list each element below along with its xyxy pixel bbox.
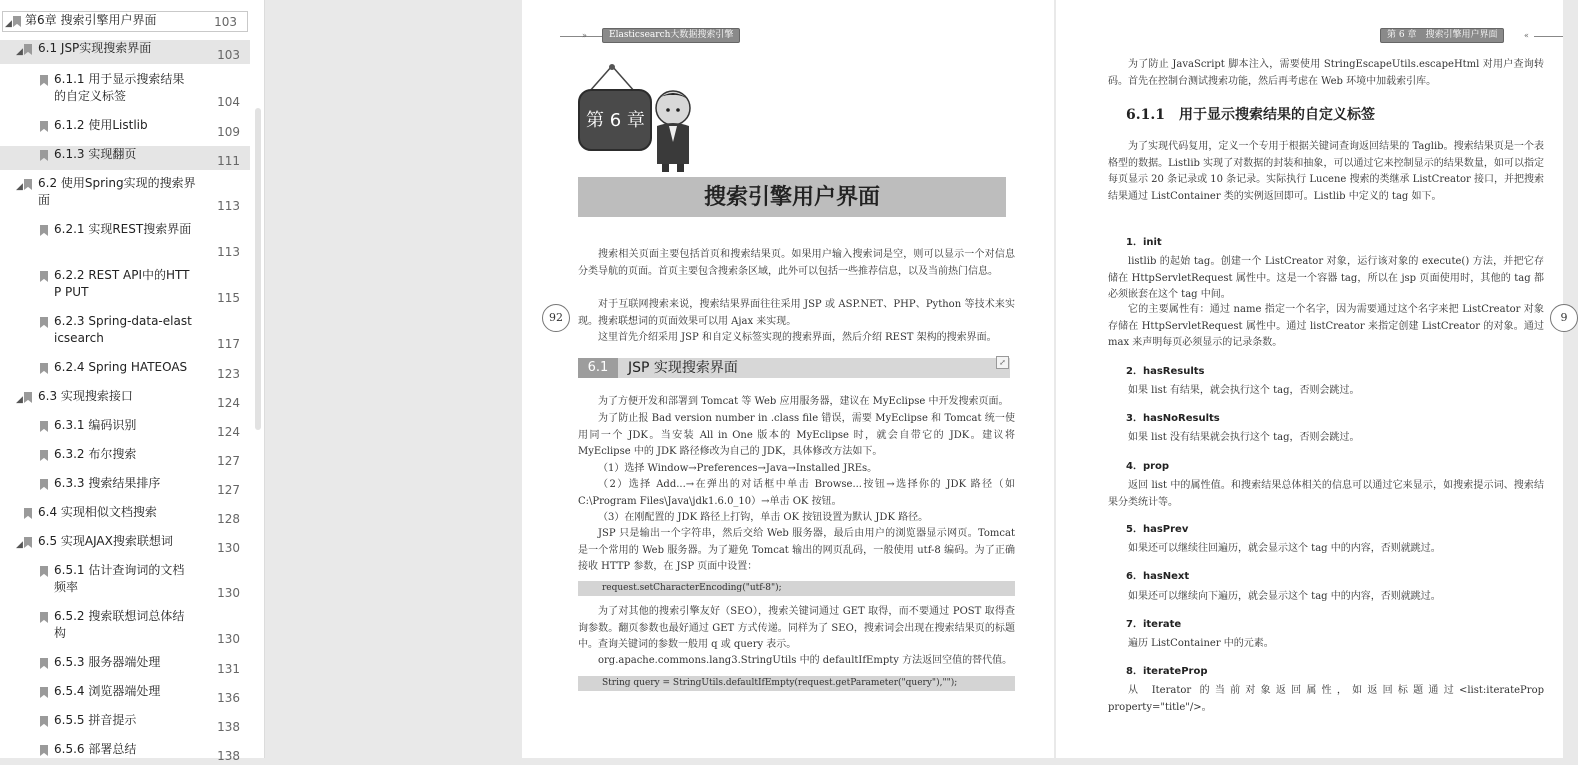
outline-item[interactable] xyxy=(0,71,250,111)
header-book-title: Elasticsearch大数据搜索引擎 xyxy=(602,28,740,43)
body-paragraph-5: （3）在刚配置的 JDK 路径上打钩，单击 OK 按钮设置为默认 JDK 路径。 xyxy=(598,512,929,523)
document-viewer xyxy=(265,0,1568,758)
tag-heading: 1．init xyxy=(1126,237,1162,248)
bookmark-icon xyxy=(40,745,48,756)
chapter-title: 搜索引擎用户界面 xyxy=(703,184,880,210)
outline-item[interactable] xyxy=(0,562,250,602)
bookmark-icon xyxy=(40,363,48,374)
outline-item-page: 138 xyxy=(217,749,240,763)
outline-item[interactable] xyxy=(0,608,250,648)
outline-sidebar xyxy=(0,0,265,763)
tag-heading: 7．iterate xyxy=(1126,619,1182,630)
outline-item[interactable] xyxy=(0,683,250,707)
header-rule xyxy=(1534,36,1563,37)
bookmark-icon xyxy=(40,687,48,698)
outline-item[interactable] xyxy=(0,654,250,678)
outline-item-page: 130 xyxy=(217,586,240,600)
outline-item[interactable] xyxy=(0,388,250,412)
outline-item-page: 115 xyxy=(217,291,240,305)
subsection-paragraph: 为了实现代码复用，定义一个专用于根据关键词查询返回结果的 Taglib。搜索结果页是一个表格型的数据。Listlib 实现了对数据的封装和抽象，可以通过它来控制显示的结果数量，如可以指定每页显示 20 条记录或 10 条记录。实际执行 Lucene 搜索的类继承 ListCreator 接口，并把搜索结果通过 ListContainer 类的实例返回即可。Listlib 中定义的 tag 如下。 xyxy=(1108,141,1544,202)
outline-item-label: 6.5 实现AJAX搜索联想词 xyxy=(38,534,173,548)
code-block-2: String query = StringUtils.defaultIfEmpty(request.getParameter("query"),""); xyxy=(578,676,1015,691)
outline-item[interactable] xyxy=(2,11,248,32)
bookmark-icon xyxy=(13,16,21,27)
bookmark-icon xyxy=(40,271,48,282)
tag-description: 它的主要属性有：通过 name 指定一个名字，因为需要通过这个名字来把 ListCreator 对象存储在 HttpServletRequest 属性中。通过 listCreator 来指定创建 ListCreator 的对象。通过 max 来声明每页必须显示的记录条数。 xyxy=(1108,304,1544,349)
outline-item-page: 113 xyxy=(217,245,240,259)
body-paragraph-1: 为了方便开发和部署到 Tomcat 等 Web 应用服务器，建议在 MyEclipse 中开发搜索页面。 xyxy=(598,396,1009,407)
outline-item-label: 6.5.4 浏览器端处理 xyxy=(54,684,161,698)
outline-item-page: 127 xyxy=(217,454,240,468)
header-arrow-icon: « xyxy=(1524,31,1529,40)
outline-item-page: 127 xyxy=(217,483,240,497)
chapter-label: 第 6 章 xyxy=(586,110,645,131)
tag-description: listlib 的起始 tag。创建一个 ListCreator 对象，运行该对象的 execute() 方法，并把它存储在 HttpServletRequest 属性中。这是一个容器 tag，所以在 jsp 页面使用时，其他的 tag 都必须嵌套在这个 tag 中间。 xyxy=(1108,256,1544,301)
tag-description: 如果还可以继续往回遍历，就会显示这个 tag 中的内容，否则就跳过。 xyxy=(1128,543,1441,554)
body-paragraph-4: （2）选择 Add...→在弹出的对话框中单击 Browse...按钮→选择你的 JDK 路径（如 C:\Program Files\Java\jdk1.6.0_10）→单击 OK 按钮。 xyxy=(578,479,1015,507)
outline-item-label: 6.1.3 实现翻页 xyxy=(54,147,137,161)
outline-item-label: 6.5.1 估计查询词的文档频率 xyxy=(54,563,185,594)
outline-item[interactable] xyxy=(0,313,250,353)
outline-item-label: 6.5.3 服务器端处理 xyxy=(54,655,161,669)
outline-item-label: 6.1.2 使用Listlib xyxy=(54,118,148,132)
tag-heading: 2．hasResults xyxy=(1126,366,1205,377)
bookmark-icon xyxy=(24,179,32,190)
bookmark-icon xyxy=(40,150,48,161)
intro-paragraph-3: 这里首先介绍采用 JSP 和自定义标签实现的搜索界面，然后介绍 REST 架构的搜索界面。 xyxy=(598,332,997,343)
outline-item-page: 124 xyxy=(217,425,240,439)
outline-item[interactable] xyxy=(0,533,250,557)
outline-item-page: 117 xyxy=(217,337,240,351)
outline-item-page: 109 xyxy=(217,125,240,139)
outline-item[interactable] xyxy=(0,267,250,307)
outline-item-page: 128 xyxy=(217,512,240,526)
outline-item-label: 6.5.5 拼音提示 xyxy=(54,713,137,727)
outline-item-page: 136 xyxy=(217,691,240,705)
outline-item-label: 6.1.1 用于显示搜索结果的自定义标签 xyxy=(54,72,185,103)
outline-item-page: 138 xyxy=(217,720,240,734)
tag-description: 遍历 ListContainer 中的元素。 xyxy=(1128,638,1274,649)
outline-item-page: 104 xyxy=(217,95,240,109)
sidebar-scrollbar[interactable] xyxy=(255,108,261,430)
outline-item-label: 6.3 实现搜索接口 xyxy=(38,389,133,403)
bookmark-icon xyxy=(40,317,48,328)
outline-item-page: 123 xyxy=(217,367,240,381)
outline-item[interactable] xyxy=(0,475,250,499)
page-number-badge: 9 xyxy=(1550,304,1578,332)
bookmark-icon xyxy=(40,121,48,132)
expand-triangle-icon[interactable]: ◢ xyxy=(16,540,23,550)
outline-item-page: 111 xyxy=(217,154,240,168)
intro-paragraph: 为了防止 JavaScript 脚本注入，需要使用 StringEscapeUtils.escapeHtml 对用户查询转码。首先在控制台测试搜索功能，然后再考虑在 Web 环境中加载索引库。 xyxy=(1108,59,1544,87)
bookmark-icon xyxy=(24,44,32,55)
outline-item-page: 130 xyxy=(217,632,240,646)
tag-description: 如果还可以继续向下遍历，就会显示这个 tag 中的内容，否则就跳过。 xyxy=(1128,591,1441,602)
outline-item-label: 6.2.4 Spring HATEOAS xyxy=(54,360,188,374)
body2-paragraph-1: 为了对其他的搜索引擎友好（SEO），搜索关键词通过 GET 取得，而不要通过 POST 取得查询参数。翻页参数也最好通过 GET 方式传递。同样为了 SEO，搜索词会出现在搜索结果页的标题中。查询关键词的参数一般用 q 或 query 表示。 xyxy=(578,606,1015,651)
bookmark-icon xyxy=(40,612,48,623)
page-93 xyxy=(1056,0,1568,758)
tag-heading: 8．iterateProp xyxy=(1126,666,1208,677)
outline-item-label: 6.2.3 Spring-data-elasticsearch xyxy=(54,314,192,345)
outline-item[interactable] xyxy=(0,221,250,261)
outline-item-page: 113 xyxy=(217,199,240,213)
header-arrow-icon: » xyxy=(582,31,587,40)
tag-heading: 3．hasNoResults xyxy=(1126,413,1220,424)
outline-item-label: 6.3.2 布尔搜索 xyxy=(54,447,137,461)
tag-description: 返回 list 中的属性值。和搜索结果总体相关的信息可以通过它来显示，如搜索提示词、搜索结果分类统计等。 xyxy=(1108,480,1544,508)
bookmark-icon xyxy=(40,75,48,86)
bookmark-icon xyxy=(24,537,32,548)
outline-item-label: 6.2.2 REST API中的HTTP PUT xyxy=(54,268,190,299)
bookmark-icon xyxy=(40,225,48,236)
outline-item[interactable] xyxy=(0,359,250,383)
outline-item-label: 6.3.1 编码识别 xyxy=(54,418,137,432)
outline-item-page: 131 xyxy=(217,662,240,676)
header-chapter-tag: 第 6 章 搜索引擎用户界面 xyxy=(1380,28,1504,43)
section-title: JSP 实现搜索界面 xyxy=(628,360,738,376)
outline-item-label: 6.2.1 实现REST搜索界面 xyxy=(54,222,192,236)
outline-item-label: 6.1 JSP实现搜索界面 xyxy=(38,41,152,55)
expand-triangle-icon[interactable]: ◢ xyxy=(16,47,23,57)
tag-description: 如果 list 有结果，就会执行这个 tag，否则会跳过。 xyxy=(1128,385,1360,396)
outline-item[interactable] xyxy=(0,741,250,765)
tag-heading: 4．prop xyxy=(1126,461,1170,472)
outline-item[interactable] xyxy=(0,417,250,441)
expand-triangle-icon[interactable]: ◢ xyxy=(5,19,12,29)
outline-item-page: 130 xyxy=(217,541,240,555)
outline-item-label: 第6章 搜索引擎用户界面 xyxy=(25,13,157,27)
outline-item-label: 6.5.6 部署总结 xyxy=(54,742,137,756)
page-number-badge: 92 xyxy=(542,304,570,332)
tag-heading: 5．hasPrev xyxy=(1126,524,1189,535)
tag-heading: 6．hasNext xyxy=(1126,571,1190,582)
bookmark-icon xyxy=(40,658,48,669)
bookmark-icon xyxy=(40,716,48,727)
bookmark-icon xyxy=(40,421,48,432)
outline-item-label: 6.3.3 搜索结果排序 xyxy=(54,476,161,490)
outline-item-page: 124 xyxy=(217,396,240,410)
intro-paragraph-1: 搜索相关页面主要包括首页和搜索结果页。如果用户输入搜索词是空，则可以显示一个对信息分类导航的页面。首页主要包含搜索条区域，此外可以包括一些推荐信息，以及当前热门信息。 xyxy=(578,249,1015,277)
body-paragraph-2: 为了防止报 Bad version number in .class file 错误，需要 MyEclipse 和 Tomcat 统一使用同一个 JDK。当安装 All in One 版本的 MyEclipse 时，就会自带它的 JDK。建议将 MyEclipse 中的 JDK 路径修改为自己的 JDK，具体修改方法如下。 xyxy=(578,413,1015,458)
bookmark-icon xyxy=(24,508,32,519)
section-band xyxy=(578,358,1010,378)
section-number: 6.1 xyxy=(578,358,618,378)
outline-item[interactable] xyxy=(0,504,250,528)
outline-item[interactable] xyxy=(0,117,250,141)
subsection-title: 6.1.1 用于显示搜索结果的自定义标签 xyxy=(1126,107,1375,123)
chapter-title-band xyxy=(578,177,1006,217)
body-paragraph-6: JSP 只是输出一个字符串，然后交给 Web 服务器，最后由用户的浏览器显示网页。Tomcat 是一个常用的 Web 服务器。为了避免 Tomcat 输出的网页乱码，一般使用 utf-8 编码。为了正确接收 HTTP 参数，在 JSP 页面中设置： xyxy=(578,528,1015,573)
expand-icon[interactable]: ⤢ xyxy=(996,356,1009,369)
expand-triangle-icon[interactable]: ◢ xyxy=(16,395,23,405)
bookmark-icon xyxy=(40,566,48,577)
outline-item[interactable] xyxy=(0,712,250,736)
bookmark-icon xyxy=(24,392,32,403)
outline-item-page: 103 xyxy=(217,48,240,62)
outline-item[interactable] xyxy=(0,175,250,215)
outline-item[interactable] xyxy=(0,40,250,64)
code-block-1: request.setCharacterEncoding("utf-8"); xyxy=(578,581,1015,596)
outline-item[interactable] xyxy=(0,146,250,170)
outline-item-label: 6.4 实现相似文档搜索 xyxy=(38,505,157,519)
tag-description: 如果 list 没有结果就会执行这个 tag，否则会跳过。 xyxy=(1128,432,1360,443)
page-92 xyxy=(522,0,1054,758)
outline-item[interactable] xyxy=(0,446,250,470)
outline-item-label: 6.5.2 搜索联想词总体结构 xyxy=(54,609,185,640)
tag-description: 从 Iterator 的当前对象返回属性，如返回标题通过<list:iterateProp property="title"/>。 xyxy=(1108,685,1544,713)
bookmark-icon xyxy=(40,479,48,490)
bookmark-icon xyxy=(40,450,48,461)
outline-item-page: 103 xyxy=(214,15,237,29)
body2-paragraph-2: org.apache.commons.lang3.StringUtils 中的 defaultIfEmpty 方法返回空值的替代值。 xyxy=(598,655,1013,666)
body-paragraph-3: （1）选择 Window→Preferences→Java→Installed JREs。 xyxy=(598,463,878,474)
expand-triangle-icon[interactable]: ◢ xyxy=(16,182,23,192)
outline-item-label: 6.2 使用Spring实现的搜索界面 xyxy=(38,176,196,207)
intro-paragraph-2: 对于互联网搜索来说，搜索结果界面往往采用 JSP 或 ASP.NET、PHP、Python 等技术来实现。搜索联想词的页面效果可以用 Ajax 来实现。 xyxy=(578,299,1015,327)
